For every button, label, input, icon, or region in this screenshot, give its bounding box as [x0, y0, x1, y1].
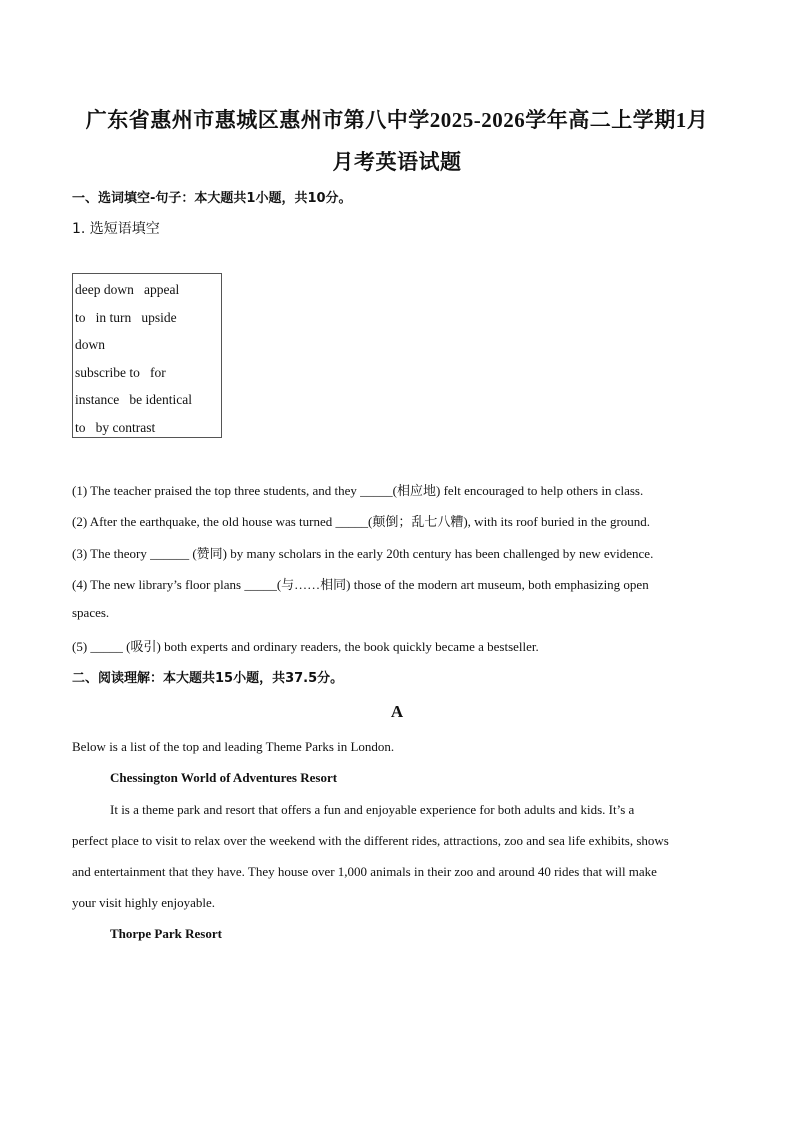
phrase-box-line: deep down appeal — [75, 282, 180, 297]
phrase-box-line: instance be identical — [75, 392, 192, 408]
passage-intro: Below is a list of the top and leading Theme Parks in London. — [72, 739, 395, 754]
document-title-line-2: 月考英语试题 — [332, 150, 462, 174]
fill-item-4: (4) The new library’s floor plans _____(与……相同) those of the modern art museum, both emphasizing open — [72, 577, 649, 592]
phrase-box-line: to by contrast — [75, 419, 156, 435]
passage-a-label: A — [390, 702, 404, 721]
phrase-box-line: subscribe to for — [75, 364, 166, 380]
fill-item-1: (1) The teacher praised the top three students, and they _____(相应地) felt encouraged to help others in class. — [72, 483, 644, 498]
phrase-box-line: down — [75, 337, 105, 353]
fill-item-3: (3) The theory ______ (赞同) by many scholars in the early 20th century has been challenged by new evidence. — [72, 546, 654, 561]
section-2-heading: 二、阅读理解：本大题共15小题，共37.5分。 — [72, 671, 344, 686]
phrase-box — [72, 273, 222, 438]
park-1-line: It is a theme park and resort that offers a fun and enjoyable experience for both adults and kids. It’s a — [110, 802, 635, 817]
document-title-line-1: 广东省惠州市惠城区惠州市第八中学2025-2026学年高二上学期1月 — [85, 108, 709, 132]
fill-item-2: (2) After the earthquake, the old house was turned _____(颠倒；乱七八糟), with its roof buried in the ground. — [72, 514, 651, 529]
park-2-title: Thorpe Park Resort — [110, 926, 222, 941]
section-1-heading: 一、选词填空-句子：本大题共1小题，共10分。 — [72, 191, 352, 206]
phrase-box-line: to in turn upside — [75, 309, 177, 325]
question-1-label: 1. 选短语填空 — [72, 221, 160, 237]
fill-item-5: (5) _____ (吸引) both experts and ordinary readers, the book quickly became a bestseller. — [72, 639, 539, 654]
park-1-line: perfect place to visit to relax over the weekend with the different rides, attractions, zoo and sea life exhibits, shows — [72, 833, 669, 848]
fill-item-4-continued: spaces. — [72, 605, 110, 620]
park-1-title: Chessington World of Adventures Resort — [110, 770, 338, 785]
park-1-line: and entertainment that they have. They house over 1,000 animals in their zoo and around 40 rides that will make — [72, 864, 657, 879]
park-1-line: your visit highly enjoyable. — [72, 895, 215, 910]
